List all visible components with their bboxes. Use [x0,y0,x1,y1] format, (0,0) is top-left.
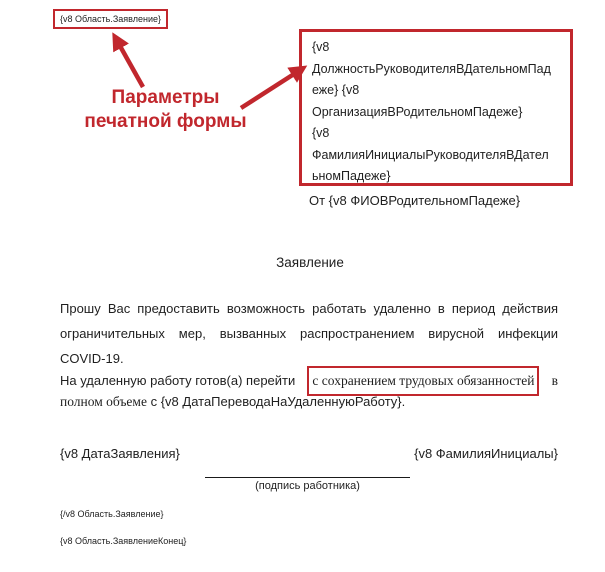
paragraph-1 [60,296,558,371]
annotation-label-line2: печатной формы [84,111,247,132]
annotation-label-line1: Параметры [111,87,220,108]
annotation-label [78,86,253,134]
area-open-tag: {v8 Область.Заявление} [60,14,161,24]
annotation-arrow-to-area-tag [120,46,143,87]
paragraph-text-serif: полном объеме [60,394,147,409]
paragraph-line: ограничительных мер, вызванных распространением вирусной инфекции [60,326,558,341]
header-params-line: {v8 [312,126,330,140]
header-params-line: ОрганизацияВРодительномПадеже} [312,104,523,119]
paragraph-text-sans: с {v8 ДатаПереводаНаУдаленнуюРаботу}. [150,394,406,409]
highlight-box: с сохранением трудовых обязанностей [307,366,539,396]
paragraph-2 [60,366,558,414]
date-tag: {v8 ДатаЗаявления} [60,446,180,461]
header-params-line: ФамилияИнициалыРуководителяВДател [312,147,549,162]
header-params-line: ДолжностьРуководителяВДательномПад [312,61,551,76]
header-params-line: ьномПадеже} [312,169,391,183]
area-close-tag: {/v8 Область.Заявление} [60,509,164,519]
document-title: Заявление [276,255,344,270]
paragraph-line [60,366,558,390]
paragraph-line: Прошу Вас предоставить возможность работать удаленно в период действия [60,301,558,316]
paragraph-line: COVID-19. [60,351,124,366]
header-params-box [299,29,573,186]
area-open-tag-box [53,9,168,29]
paragraph-text-sans: На удаленную работу готов(а) перейти [60,373,296,388]
header-from-line: От {v8 ФИОВРодительномПадеже} [309,193,521,208]
area-end-tag: {v8 Область.ЗаявлениеКонец} [60,536,187,546]
paragraph-text-serif: в [551,373,558,388]
tags-row [60,446,558,461]
signature-caption: (подпись работника) [255,480,360,492]
name-tag: {v8 ФамилияИнициалы} [414,446,558,461]
header-params-line: еже} {v8 [312,83,360,97]
signature-line [205,477,410,492]
header-params-line: {v8 [312,40,330,54]
